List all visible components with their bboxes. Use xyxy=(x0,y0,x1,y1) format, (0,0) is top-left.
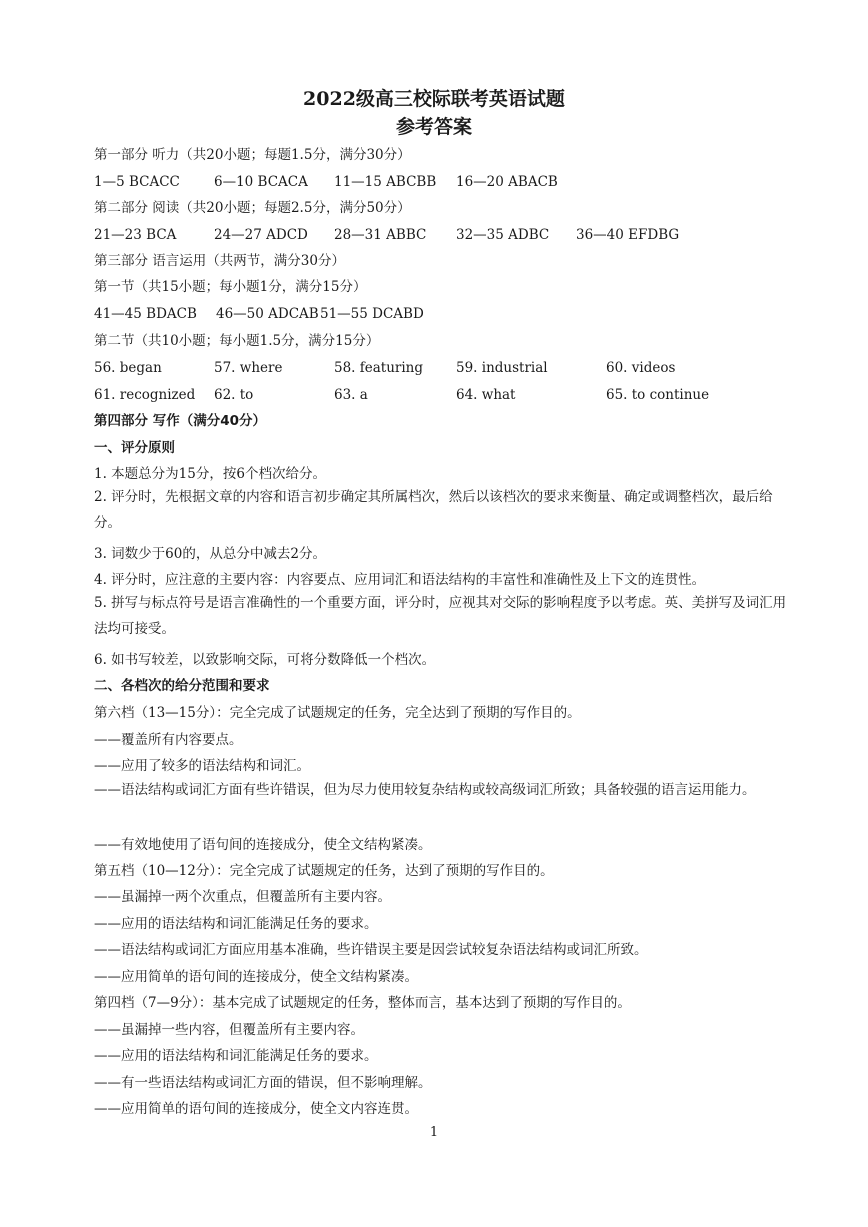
principle-item: 4. 评分时，应注意的主要内容：内容要点、应用词汇和语法结构的丰富性和准确性及上下文的连贯性。 xyxy=(94,572,706,588)
principle-item: 1. 本题总分为15分，按6个档次给分。 xyxy=(94,466,326,482)
level4-item: ——虽漏掉一些内容，但覆盖所有主要内容。 xyxy=(94,1022,364,1038)
principle-item: 6. 如书写较差，以致影响交际，可将分数降低一个档次。 xyxy=(94,652,436,668)
answer-item: 63. a xyxy=(334,387,368,403)
level4-item: ——有一些语法结构或词汇方面的错误，但不影响理解。 xyxy=(94,1075,432,1091)
level6-item: ——有效地使用了语句间的连接成分，使全文结构紧凑。 xyxy=(94,837,432,853)
level6-item: ——语法结构或词汇方面有些许错误，但为尽力使用较复杂结构或较高级词汇所致；具备较强的语言运用能力。 xyxy=(94,782,756,798)
answer-group: 11—15 ABCBB xyxy=(334,174,437,190)
principles-heading: 一、评分原则 xyxy=(94,440,175,456)
level5-item: ——虽漏掉一两个次重点，但覆盖所有主要内容。 xyxy=(94,889,391,905)
answer-item: 61. recognized xyxy=(94,387,196,403)
answer-group: 21—23 BCA xyxy=(94,227,177,243)
page-number: 1 xyxy=(429,1125,439,1140)
part3-section1-heading: 第一节（共15小题；每小题1分，满分15分） xyxy=(94,279,367,295)
answer-group: 51—55 DCABD xyxy=(320,306,424,322)
level5-item: ——应用简单的语句间的连接成分，使全文结构紧凑。 xyxy=(94,969,418,985)
level6-heading: 第六档（13—15分）：完全完成了试题规定的任务，完全达到了预期的写作目的。 xyxy=(94,705,581,721)
answer-item: 56. began xyxy=(94,360,162,376)
answer-group: 28—31 ABBC xyxy=(334,227,427,243)
answer-item: 58. featuring xyxy=(334,360,424,376)
level6-item: ——覆盖所有内容要点。 xyxy=(94,732,243,748)
part3-heading: 第三部分 语言运用（共两节，满分30分） xyxy=(94,253,345,269)
level4-heading: 第四档（7—9分）：基本完成了试题规定的任务，整体而言，基本达到了预期的写作目的。 xyxy=(94,995,631,1011)
answer-item: 64. what xyxy=(456,387,516,403)
principle-item: 5. 拼写与标点符号是语言准确性的一个重要方面，评分时，应视其对交际的影响程度予以考虑。英、美拼写及词汇用法均可接受。 xyxy=(94,595,787,637)
answer-group: 46—50 ADCAB xyxy=(216,306,319,322)
answer-item: 59. industrial xyxy=(456,360,548,376)
principle-item: 3. 词数少于60的，从总分中减去2分。 xyxy=(94,546,326,562)
answer-item: 60. videos xyxy=(606,360,676,376)
principle-item: 2. 评分时，先根据文章的内容和语言初步确定其所属档次，然后以该档次的要求来衡量、确定或调整档次，最后给分。 xyxy=(94,489,773,531)
answer-group: 1—5 BCACC xyxy=(94,174,180,190)
document-title: 2022级高三校际联考英语试题 xyxy=(303,88,565,110)
level4-item: ——应用的语法结构和词汇能满足任务的要求。 xyxy=(94,1048,378,1064)
answer-group: 24—27 ADCD xyxy=(214,227,308,243)
answer-item: 65. to continue xyxy=(606,387,710,403)
answer-group: 16—20 ABACB xyxy=(456,174,558,190)
answer-item: 57. where xyxy=(214,360,283,376)
level5-item: ——语法结构或词汇方面应用基本准确，些许错误主要是因尝试较复杂语法结构或词汇所致。 xyxy=(94,942,648,958)
answer-group: 41—45 BDACB xyxy=(94,306,197,322)
level5-item: ——应用的语法结构和词汇能满足任务的要求。 xyxy=(94,916,378,932)
part2-heading: 第二部分 阅读（共20小题；每题2.5分，满分50分） xyxy=(94,200,411,216)
part1-heading: 第一部分 听力（共20小题；每题1.5分，满分30分） xyxy=(94,147,411,163)
document-subtitle: 参考答案 xyxy=(395,116,472,138)
part3-section2-heading: 第二节（共10小题；每小题1.5分，满分15分） xyxy=(94,333,380,349)
answer-group: 32—35 ADBC xyxy=(456,227,550,243)
levels-heading: 二、各档次的给分范围和要求 xyxy=(94,678,270,694)
level4-item: ——应用简单的语句间的连接成分，使全文内容连贯。 xyxy=(94,1101,418,1117)
level5-heading: 第五档（10—12分）：完全完成了试题规定的任务，达到了预期的写作目的。 xyxy=(94,863,554,879)
answer-group: 36—40 EFDBG xyxy=(576,227,680,243)
level6-item: ——应用了较多的语法结构和词汇。 xyxy=(94,758,310,774)
part4-heading: 第四部分 写作（满分40分） xyxy=(94,413,266,429)
answer-group: 6—10 BCACA xyxy=(214,174,308,190)
answer-item: 62. to xyxy=(214,387,254,403)
